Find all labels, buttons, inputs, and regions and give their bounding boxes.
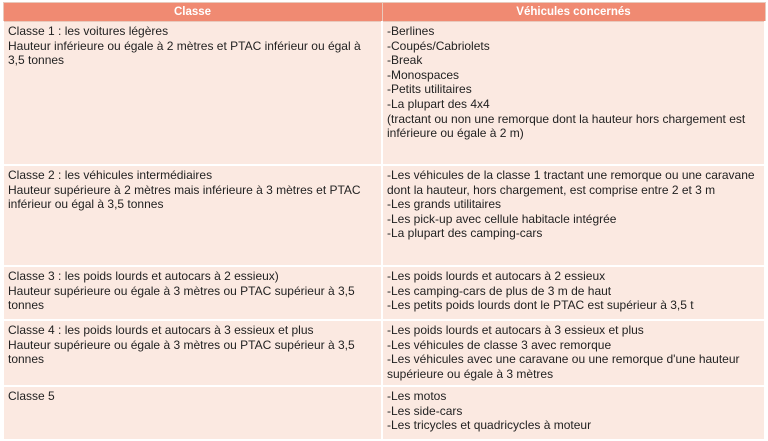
table-row xyxy=(3,386,765,440)
vehicule-item: -Les motos xyxy=(387,389,447,403)
vehicules-cell xyxy=(382,386,765,440)
vehicule-item: -Coupés/Cabriolets xyxy=(387,38,490,53)
classe-cell xyxy=(3,22,382,166)
table-row xyxy=(3,266,765,320)
classe-cell xyxy=(3,320,382,386)
header-row xyxy=(3,3,765,22)
header-classe: Classe xyxy=(3,3,382,22)
header-vehicules: Véhicules concernés xyxy=(382,3,765,22)
vehicule-item: -Les véhicules avec une caravane ou une remorque d'une hauteur supérieure ou égale à 3 mètres xyxy=(387,352,740,381)
vehicules-cell xyxy=(382,320,765,386)
vehicule-item: -Les camping-cars de plus de 3 m de haut xyxy=(387,283,612,298)
vehicule-item: -Les tricycles et quadricycles à moteur xyxy=(387,418,592,433)
vehicule-item: -Petits utilitaires xyxy=(387,82,472,97)
table-row xyxy=(3,320,765,386)
classe-title: Classe 1 : les voitures légères xyxy=(8,24,169,38)
vehicule-item: -Les poids lourds et autocars à 3 essieux et plus xyxy=(387,323,644,337)
table-row xyxy=(3,165,765,266)
vehicle-class-table xyxy=(2,2,766,441)
table-row xyxy=(3,22,765,166)
vehicule-item: -Les side-cars xyxy=(387,403,463,418)
vehicule-item: -Les véhicules de la classe 1 tractant une remorque ou une caravane dont la hauteur, hors chargement, est comprise entre 2 et 3 m xyxy=(387,168,755,197)
vehicule-item: -La plupart des camping-cars xyxy=(387,226,543,241)
vehicule-item: -Les pick-up avec cellule habitacle intégrée xyxy=(387,211,617,226)
vehicule-item: -Les véhicules de classe 3 avec remorque xyxy=(387,337,612,352)
vehicules-cell xyxy=(382,22,765,166)
vehicule-item: -Monospaces xyxy=(387,67,460,82)
classe-cell xyxy=(3,386,382,440)
vehicule-item: -Les petits poids lourds dont le PTAC est supérieur à 3,5 t xyxy=(387,298,694,313)
classe-description: Hauteur supérieure ou égale à 3 mètres ou PTAC supérieur à 3,5 tonnes xyxy=(8,337,355,367)
vehicules-cell xyxy=(382,165,765,266)
vehicules-cell xyxy=(382,266,765,320)
classe-title: Classe 4 : les poids lourds et autocars à 3 essieux et plus xyxy=(8,323,314,337)
vehicule-item: -Les grands utilitaires xyxy=(387,197,502,212)
classe-cell xyxy=(3,165,382,266)
classe-description: Hauteur supérieure ou égale à 3 mètres ou PTAC supérieur à 3,5 tonnes xyxy=(8,283,355,313)
vehicule-item: -Break xyxy=(387,53,423,68)
classe-cell xyxy=(3,266,382,320)
classe-description: Hauteur inférieure ou égale à 2 mètres et PTAC inférieur ou égal à 3,5 tonnes xyxy=(8,38,361,68)
vehicule-item: -La plupart des 4x4 xyxy=(387,96,490,111)
classe-title: Classe 3 : les poids lourds et autocars à 2 essieux) xyxy=(8,269,279,283)
vehicule-item: -Les poids lourds et autocars à 2 essieux xyxy=(387,269,606,283)
vehicule-item: -Berlines xyxy=(387,24,435,38)
classe-title: Classe 2 : les véhicules intermédiaires xyxy=(8,168,213,182)
classe-description: Hauteur supérieure à 2 mètres mais inférieure à 3 mètres et PTAC inférieur ou égal à 3,5 tonnes xyxy=(8,182,361,212)
vehicule-note: (tractant ou non une remorque dont la hauteur hors chargement est inférieure ou égale à 2 m) xyxy=(387,111,746,141)
classe-title: Classe 5 xyxy=(8,389,55,403)
